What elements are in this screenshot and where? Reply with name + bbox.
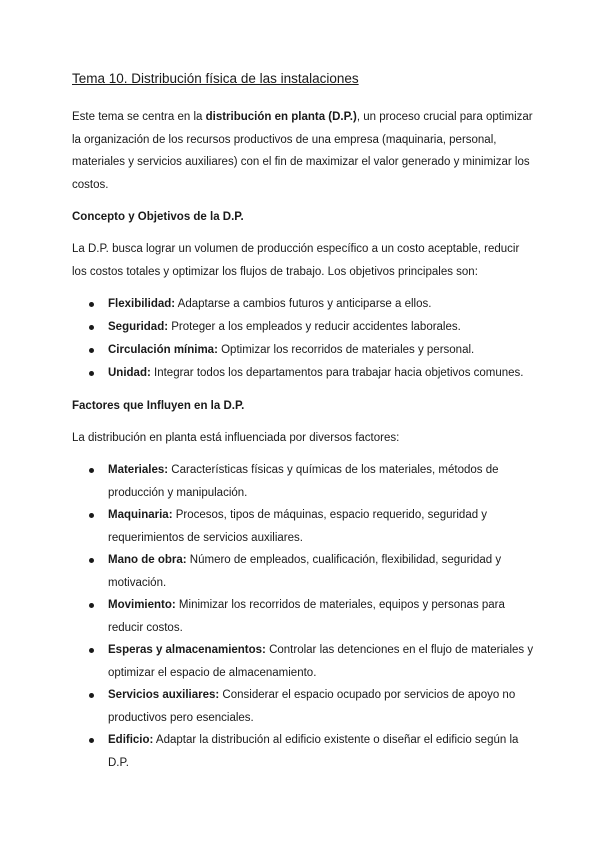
bullet-icon <box>89 371 94 376</box>
list-item-text: Integrar todos los departamentos para trabajar hacia objetivos comunes. <box>150 367 524 379</box>
list-item-term: Circulación mínima: <box>108 344 218 356</box>
bullet-icon <box>89 648 94 653</box>
bullet-icon <box>89 693 94 698</box>
section-heading-factores: Factores que Influyen en la D.P. <box>72 399 245 412</box>
bullet-icon <box>89 603 94 608</box>
bullet-icon <box>89 468 94 473</box>
intro-bold-term: distribución en planta (D.P.) <box>205 111 357 123</box>
list-item-term: Servicios auxiliares: <box>108 689 220 701</box>
bullet-icon <box>89 325 94 330</box>
list-item <box>72 549 534 594</box>
objectives-list <box>72 293 534 385</box>
list-item-term: Esperas y almacenamientos: <box>108 644 266 656</box>
list-item <box>72 639 534 684</box>
list-item-term: Unidad: <box>108 367 151 379</box>
section-paragraph-concepto: La D.P. busca lograr un volumen de producción específico a un costo aceptable, reducir los costos totales y optimizar los flujos de trabajo. Los objetivos principales son: <box>72 243 520 278</box>
list-item-term: Mano de obra: <box>108 554 187 566</box>
list-item-text: Minimizar los recorridos de materiales, equipos y personas para reducir costos. <box>108 599 505 634</box>
list-item-text: Controlar las detenciones en el flujo de materiales y optimizar el espacio de almacenamiento. <box>108 644 534 679</box>
list-item-text: Adaptarse a cambios futuros y anticiparse a ellos. <box>175 298 432 310</box>
list-item-text: Proteger a los empleados y reducir accidentes laborales. <box>168 321 461 333</box>
intro-text-after: , un proceso crucial para optimizar la organización de los recursos productivos de una empresa (maquinaria, personal, materiales y servicios auxiliares) con el fin de maximizar el valor generado y minimizar los costos. <box>72 111 533 191</box>
list-item-term: Flexibilidad: <box>108 298 176 310</box>
list-item <box>72 316 534 339</box>
list-item-term: Movimiento: <box>108 599 176 611</box>
list-item-text: Adaptar la distribución al edificio existente o diseñar el edificio según la D.P. <box>108 734 519 769</box>
factors-list <box>72 459 534 774</box>
list-item-term: Materiales: <box>108 464 169 476</box>
list-item <box>72 293 534 316</box>
list-item-text: Características físicas y químicas de los materiales, métodos de producción y manipulación. <box>108 464 499 499</box>
list-item-text: Considerar el espacio ocupado por servicios de apoyo no productivos pero esenciales. <box>108 689 516 724</box>
list-item <box>72 459 534 504</box>
intro-paragraph <box>72 106 534 196</box>
section-paragraph-factores: La distribución en planta está influenciada por diversos factores: <box>72 431 400 444</box>
bullet-icon <box>89 513 94 518</box>
section-heading-concepto: Concepto y Objetivos de la D.P. <box>72 211 244 223</box>
list-item-text: Número de empleados, cualificación, flexibilidad, seguridad y motivación. <box>108 554 502 589</box>
list-item-term: Seguridad: <box>108 321 169 333</box>
bullet-icon <box>89 738 94 743</box>
list-item <box>72 504 534 549</box>
list-item <box>72 339 534 362</box>
list-item <box>72 729 534 774</box>
bullet-icon <box>89 302 94 307</box>
intro-text-before: Este tema se centra en la <box>72 111 206 123</box>
bullet-icon <box>89 348 94 353</box>
list-item-text: Optimizar los recorridos de materiales y personal. <box>217 344 475 356</box>
bullet-icon <box>89 558 94 563</box>
page-title: Tema 10. Distribución física de las instalaciones <box>72 71 359 86</box>
list-item-text: Procesos, tipos de máquinas, espacio requerido, seguridad y requerimientos de servicios auxiliares. <box>108 509 488 544</box>
list-item <box>72 594 534 639</box>
list-item-term: Maquinaria: <box>108 509 173 521</box>
document-page <box>72 70 534 784</box>
list-item <box>72 684 534 729</box>
list-item <box>72 362 534 385</box>
list-item-term: Edificio: <box>108 734 154 746</box>
